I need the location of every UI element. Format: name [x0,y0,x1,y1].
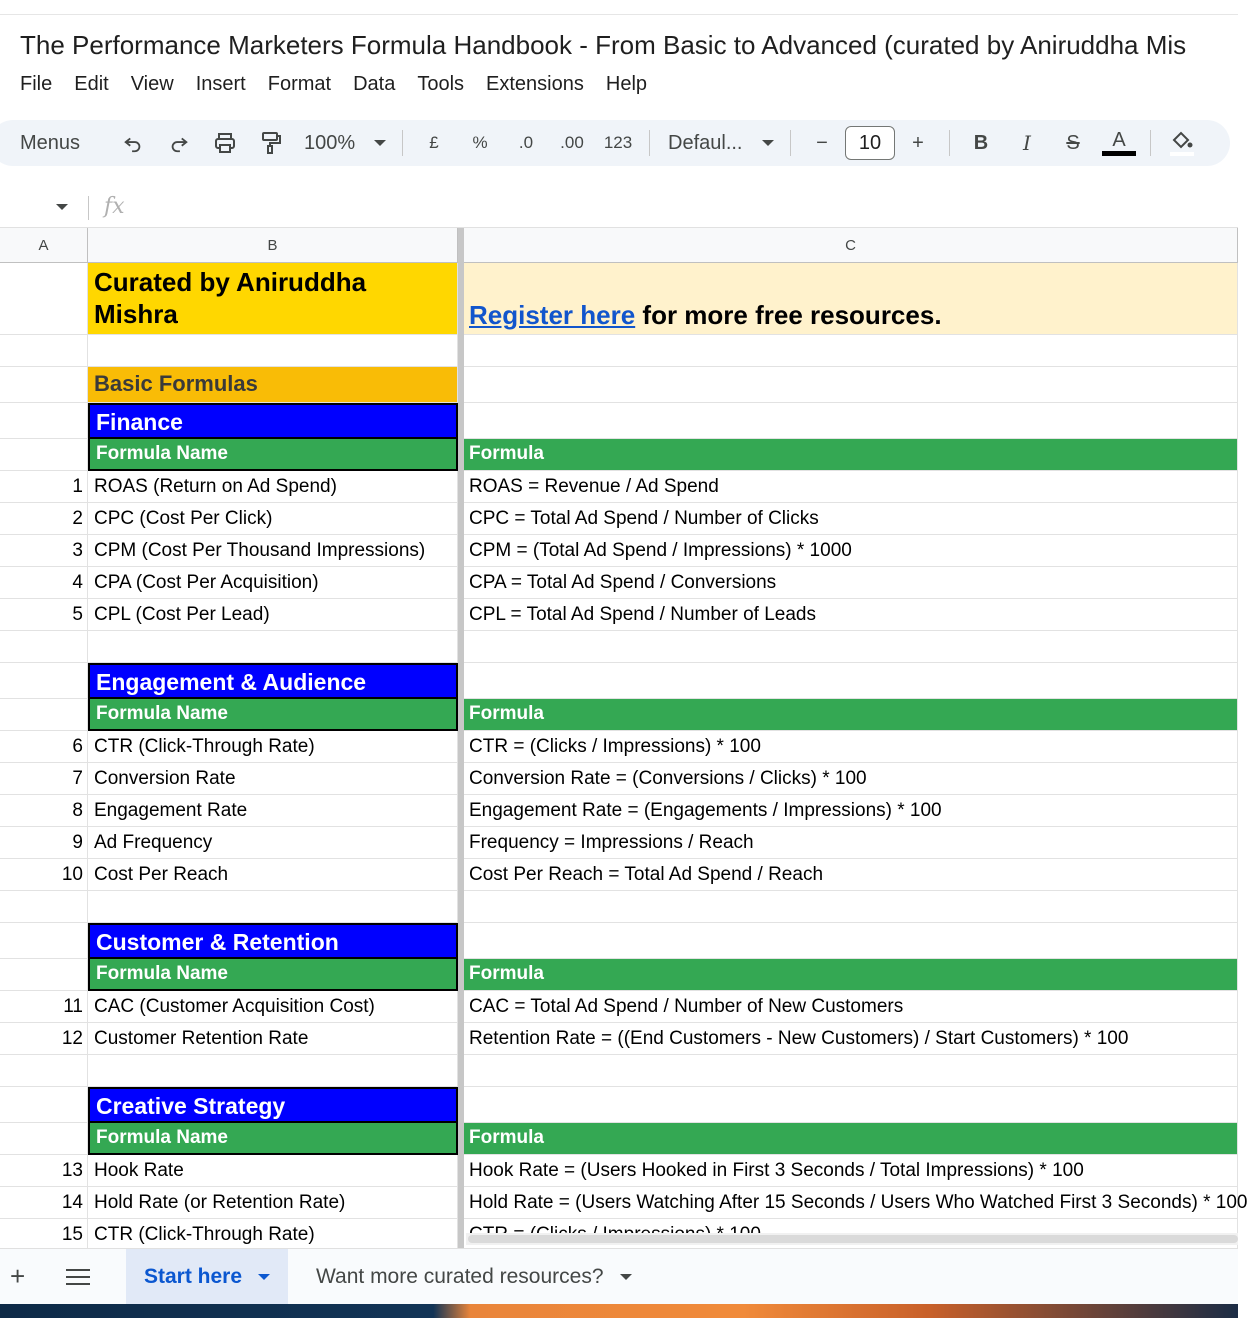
number-format-button[interactable]: 123 [603,133,633,152]
font-size-input[interactable]: 10 [845,126,895,160]
toolbar [0,120,1230,166]
tab-want-more-curated-resources[interactable] [298,1249,650,1305]
section-row-engagement [0,663,1238,699]
header-row [0,699,1238,731]
column-header-a[interactable]: A [0,228,88,263]
increase-decimal-icon: .00 [560,133,584,152]
cell[interactable] [0,923,88,959]
row-number[interactable]: 13 [0,1155,88,1187]
font-value: Defaul... [668,131,743,154]
cell-a-title[interactable] [0,263,88,335]
empty-row [0,1055,1238,1087]
column-header-c[interactable]: C [464,228,1238,263]
basic-formulas-label[interactable]: Basic Formulas [88,367,458,403]
cell[interactable] [0,959,88,991]
text-color-bar [1102,151,1136,156]
zoom-select[interactable] [294,123,394,163]
cell[interactable] [0,699,88,731]
redo-icon [168,132,190,154]
name-box-dropdown-icon[interactable] [56,204,68,210]
cell[interactable] [0,891,88,923]
curated-by-title[interactable]: Curated by Aniruddha Mishra [88,263,458,335]
empty-row [0,891,1238,923]
table-row [0,827,1238,859]
formula-cell[interactable]: CTR = (Clicks / Impressions) * 100 [464,731,1238,763]
menu-tools[interactable]: Tools [417,73,465,95]
table-row [0,599,1238,631]
spreadsheet-grid [0,263,1247,1245]
formula-cell[interactable]: Frequency = Impressions / Reach [464,827,1238,859]
register-cell[interactable] [464,263,1238,335]
cell[interactable] [464,891,1238,923]
formula-name-cell[interactable]: CTR (Click-Through Rate) [88,731,458,763]
table-row [0,1187,1247,1219]
section-row-finance [0,403,1238,439]
print-icon [213,131,237,155]
cell[interactable] [0,1055,88,1087]
cell[interactable] [464,403,1238,439]
cell[interactable] [464,335,1238,367]
formula-name-cell[interactable]: Ad Frequency [88,827,458,859]
title-row [0,263,1238,335]
table-row [0,471,1238,503]
menu-format[interactable]: Format [267,73,332,95]
sheet-tab-bar [0,1248,1238,1304]
header-row [0,439,1238,471]
formula-cell[interactable]: CPL = Total Ad Spend / Number of Leads [464,599,1238,631]
formula-cell[interactable]: Retention Rate = ((End Customers - New Customers) / Start Customers) * 100 [464,1023,1238,1055]
register-link[interactable]: Register here [469,300,636,330]
toolbar-divider [949,130,950,156]
table-row [0,503,1238,535]
cell[interactable] [0,631,88,663]
formula-name-cell[interactable]: Customer Retention Rate [88,1023,458,1055]
table-row [0,859,1238,891]
decrease-decimal-icon: .0 [518,133,534,152]
chevron-down-icon[interactable] [620,1274,632,1280]
row-number[interactable]: 6 [0,731,88,763]
frozen-column-divider[interactable] [458,228,464,1248]
toolbar-divider [402,130,403,156]
chevron-down-icon[interactable] [258,1274,270,1280]
toolbar-divider [790,130,791,156]
menu-insert[interactable]: Insert [195,73,246,95]
table-row [0,535,1238,567]
currency-format-button[interactable]: £ [429,133,439,152]
undo-button[interactable] [110,123,156,163]
cell[interactable] [0,403,88,439]
add-sheet-button[interactable]: + [10,1261,26,1291]
formula-bar [0,188,1238,228]
formula-name-cell[interactable]: CTR (Click-Through Rate) [88,1219,458,1251]
document-title[interactable]: The Performance Marketers Formula Handbook - From Basic to Advanced (curated by Aniruddha Mis [20,30,1187,60]
basic-formulas-row [0,367,1238,403]
formula-name-cell[interactable]: CPC (Cost Per Click) [88,503,458,535]
formula-name-cell[interactable]: CPL (Cost Per Lead) [88,599,458,631]
section-row-customer [0,923,1238,959]
table-row [0,795,1238,827]
table-row [0,567,1238,599]
decrease-font-size-button[interactable]: − [816,131,828,154]
percent-format-button[interactable]: % [472,133,488,152]
row-number[interactable]: 10 [0,859,88,891]
formula-cell[interactable]: CPC = Total Ad Spend / Number of Clicks [464,503,1238,535]
menu-extensions[interactable]: Extensions [486,73,584,95]
section-title-customer[interactable]: Customer & Retention [88,923,458,959]
undo-icon [122,132,144,154]
row-number[interactable]: 2 [0,503,88,535]
row-number[interactable]: 11 [0,991,88,1023]
desktop-background-strip [0,1304,1238,1318]
fill-color-icon [1168,129,1196,157]
table-row [0,731,1238,763]
row-number[interactable]: 3 [0,535,88,567]
table-row [0,1155,1238,1187]
formula-cell[interactable]: Cost Per Reach = Total Ad Spend / Reach [464,859,1238,891]
menus-search-button[interactable]: Menus [20,131,81,154]
toolbar-divider [649,130,650,156]
chevron-down-icon [374,140,386,146]
fill-color-button[interactable] [1159,123,1205,163]
formula-cell[interactable]: Engagement Rate = (Engagements / Impressions) * 100 [464,795,1238,827]
formula-name-cell[interactable]: Conversion Rate [88,763,458,795]
row-number[interactable]: 12 [0,1023,88,1055]
row-number[interactable]: 15 [0,1219,88,1251]
paint-format-button[interactable] [248,123,294,163]
all-sheets-menu-icon[interactable] [66,1269,90,1285]
cell[interactable] [88,1055,458,1087]
paint-format-icon [260,131,282,155]
formula-cell[interactable]: Hold Rate = (Users Watching After 15 Seconds / Users Who Watched First 3 Seconds) * 100 [464,1187,1238,1219]
table-row [0,1023,1238,1055]
formula-name-cell[interactable]: Hold Rate (or Retention Rate) [88,1187,458,1219]
formula-cell[interactable]: CPM = (Total Ad Spend / Impressions) * 1000 [464,535,1238,567]
cell[interactable] [464,367,1238,403]
header-formula-name[interactable]: Formula Name [88,959,458,991]
header-formula-name[interactable]: Formula Name [88,439,458,471]
cell[interactable] [464,631,1238,663]
menu-bar [20,70,658,98]
cell[interactable] [464,923,1238,959]
horizontal-scrollbar[interactable] [466,1233,1238,1245]
formula-cell[interactable]: CPA = Total Ad Spend / Conversions [464,567,1238,599]
header-formula[interactable]: Formula [464,439,1238,471]
fx-icon: fx [104,194,125,219]
window-top-strip [0,0,1238,15]
formula-name-cell[interactable]: CPM (Cost Per Thousand Impressions) [88,535,458,567]
table-row [0,763,1238,795]
formula-name-cell[interactable]: ROAS (Return on Ad Spend) [88,471,458,503]
tab-label: Start here [144,1265,243,1288]
row-number[interactable]: 14 [0,1187,88,1219]
cell[interactable] [0,1087,88,1123]
section-title-engagement[interactable]: Engagement & Audience [88,663,458,699]
formula-name-cell[interactable]: CAC (Customer Acquisition Cost) [88,991,458,1023]
section-row-creative [0,1087,1238,1123]
empty-row [0,631,1238,663]
chevron-down-icon [762,140,774,146]
cell[interactable] [0,367,88,403]
empty-row [0,335,1238,367]
text-color-button[interactable] [1096,123,1142,163]
header-row [0,959,1238,991]
redo-button[interactable] [156,123,202,163]
formula-cell[interactable]: Conversion Rate = (Conversions / Clicks) * 100 [464,763,1238,795]
row-number[interactable]: 1 [0,471,88,503]
menu-help[interactable]: Help [605,73,648,95]
cell[interactable] [0,1123,88,1155]
formula-bar-divider [88,196,89,220]
table-row [0,991,1238,1023]
formula-name-cell[interactable]: CPA (Cost Per Acquisition) [88,567,458,599]
toolbar-divider [1150,130,1151,156]
cell[interactable] [0,663,88,699]
section-title-creative[interactable]: Creative Strategy [88,1087,458,1123]
register-text: for more free resources. [635,300,942,330]
text-color-letter: A [1112,128,1126,151]
decrease-decimal-button[interactable] [503,123,549,163]
print-button[interactable] [202,123,248,163]
menu-file[interactable]: File [20,73,53,95]
menu-view[interactable]: View [130,73,174,95]
row-number[interactable]: 5 [0,599,88,631]
strikethrough-button[interactable]: S [1066,131,1080,154]
cell[interactable] [88,631,458,663]
header-formula-name[interactable]: Formula Name [88,1123,458,1155]
header-formula[interactable]: Formula [464,1123,1238,1155]
increase-decimal-button[interactable] [549,123,595,163]
formula-name-cell[interactable]: Cost Per Reach [88,859,458,891]
tab-label: Want more curated resources? [316,1265,604,1288]
cell[interactable] [0,439,88,471]
header-formula-name[interactable]: Formula Name [88,699,458,731]
cell[interactable] [464,1055,1238,1087]
cell[interactable] [464,1087,1238,1123]
tab-start-here[interactable] [126,1249,288,1305]
cell[interactable] [88,335,458,367]
row-number[interactable]: 8 [0,795,88,827]
formula-name-cell[interactable]: Engagement Rate [88,795,458,827]
row-number[interactable]: 9 [0,827,88,859]
increase-font-size-button[interactable]: + [912,131,924,154]
row-number[interactable]: 7 [0,763,88,795]
menu-edit[interactable]: Edit [74,73,109,95]
menu-data[interactable]: Data [353,73,396,95]
cell[interactable] [0,335,88,367]
formula-cell[interactable]: CAC = Total Ad Spend / Number of New Customers [464,991,1238,1023]
section-title-finance[interactable]: Finance [88,403,458,439]
formula-cell[interactable]: ROAS = Revenue / Ad Spend [464,471,1238,503]
formula-cell[interactable]: Hook Rate = (Users Hooked in First 3 Seconds / Total Impressions) * 100 [464,1155,1238,1187]
column-header-b[interactable]: B [88,228,458,263]
font-select[interactable] [658,123,782,163]
header-row [0,1123,1238,1155]
header-formula[interactable]: Formula [464,959,1238,991]
header-formula[interactable]: Formula [464,699,1238,731]
cell[interactable] [88,891,458,923]
row-number[interactable]: 4 [0,567,88,599]
scrollbar-thumb[interactable] [468,1235,1238,1243]
formula-name-cell[interactable]: Hook Rate [88,1155,458,1187]
text-color-icon [1102,128,1136,156]
cell[interactable] [464,663,1238,699]
italic-button[interactable]: I [1023,131,1031,155]
bold-button[interactable]: B [973,131,989,154]
zoom-value: 100% [304,131,356,154]
